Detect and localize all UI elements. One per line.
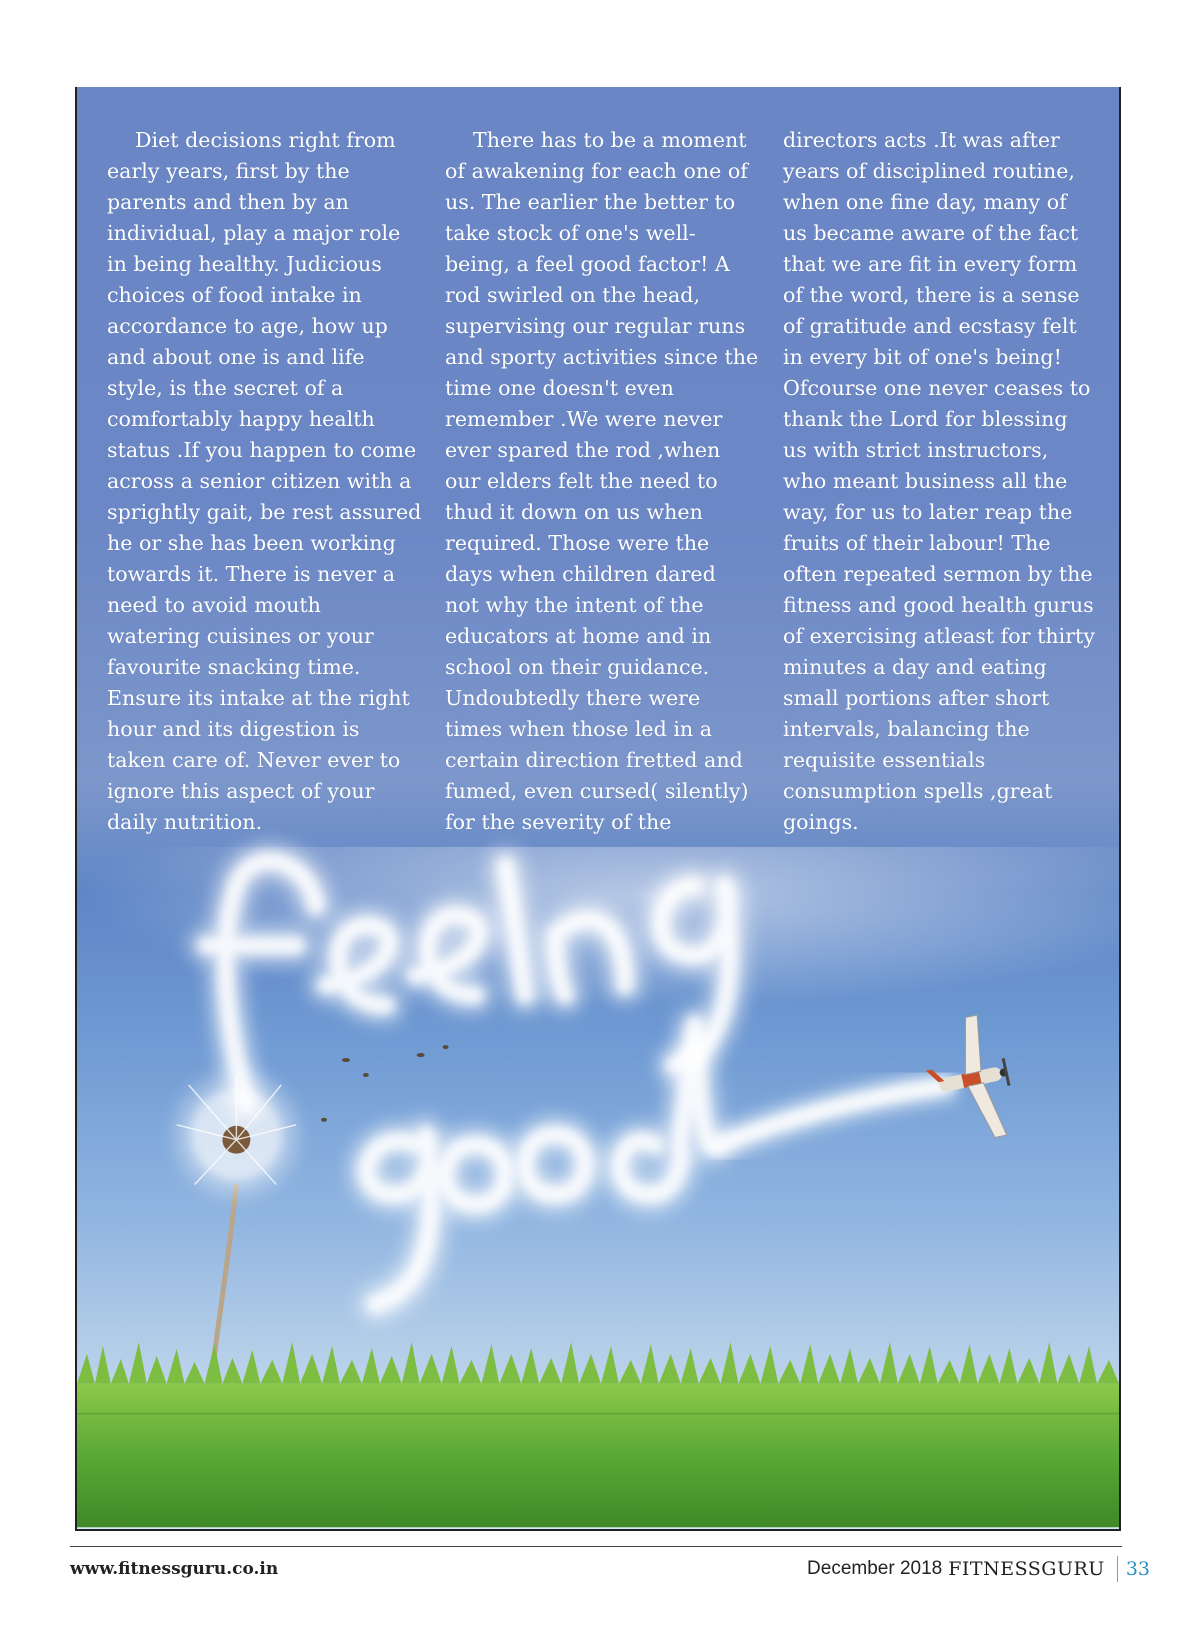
page-number: 33 bbox=[1125, 1558, 1150, 1580]
text-line: for the severity of the bbox=[445, 810, 672, 834]
text-line: us with strict instructors, bbox=[783, 438, 1049, 462]
text-line: of gratitude and ecstasy felt bbox=[783, 314, 1077, 338]
text-line: fitness and good health gurus bbox=[783, 593, 1094, 617]
footer-right bbox=[807, 1556, 1150, 1582]
text-line: educators at home and in bbox=[445, 624, 712, 648]
text-line: Ensure its intake at the right bbox=[107, 686, 410, 710]
text-line: status .If you happen to come bbox=[107, 438, 417, 462]
text-line: remember .We were never bbox=[445, 407, 723, 431]
text-line: thud it down on us when bbox=[445, 500, 703, 524]
footer-url[interactable]: www.fitnessguru.co.in bbox=[70, 1559, 279, 1579]
text-line: not why the intent of the bbox=[445, 593, 704, 617]
text-line: in being healthy. Judicious bbox=[107, 252, 382, 276]
text-line: us became aware of the fact bbox=[783, 221, 1079, 245]
text-line: comfortably happy health bbox=[107, 407, 375, 431]
article-panel bbox=[75, 87, 1121, 1531]
text-line: of awakening for each one of bbox=[445, 159, 748, 183]
text-line: way, for us to later reap the bbox=[783, 500, 1073, 524]
text-line: days when children dared bbox=[445, 562, 716, 586]
text-line: choices of food intake in bbox=[107, 283, 362, 307]
text-line: Undoubtedly there were bbox=[445, 686, 701, 710]
text-line: individual, play a major role bbox=[107, 221, 401, 245]
text-line: time one doesn't even bbox=[445, 376, 674, 400]
text-line: take stock of one's well- bbox=[445, 221, 696, 245]
skywriting-feeling bbox=[207, 861, 730, 1105]
text-line: style, is the secret of a bbox=[107, 376, 344, 400]
text-line: our elders felt the need to bbox=[445, 469, 718, 493]
text-line: he or she has been working bbox=[107, 531, 396, 555]
article-column-1 bbox=[107, 125, 422, 838]
text-line: favourite snacking time. bbox=[107, 655, 361, 679]
text-line: sprightly gait, be rest assured bbox=[107, 500, 422, 524]
text-line: rod swirled on the head, bbox=[445, 283, 701, 307]
plane-smoke-trail bbox=[715, 1085, 954, 1147]
text-line: often repeated sermon by the bbox=[783, 562, 1093, 586]
text-line: and about one is and life bbox=[107, 345, 365, 369]
grass bbox=[77, 1342, 1119, 1527]
text-line: thank the Lord for blessing bbox=[783, 407, 1068, 431]
footer-issue-date: December 2018 bbox=[807, 1558, 943, 1579]
footer-separator bbox=[1117, 1556, 1118, 1582]
text-line: requisite essentials bbox=[783, 748, 986, 772]
text-line: required. Those were the bbox=[445, 531, 710, 555]
text-line: who meant business all the bbox=[783, 469, 1068, 493]
text-line: taken care of. Never ever to bbox=[107, 748, 401, 772]
text-line: of exercising atleast for thirty bbox=[783, 624, 1095, 648]
article-columns bbox=[107, 125, 1097, 845]
article-column-2 bbox=[445, 125, 759, 838]
text-line: watering cuisines or your bbox=[107, 624, 374, 648]
text-line: intervals, balancing the bbox=[783, 717, 1030, 741]
text-line: Diet decisions right from bbox=[135, 128, 396, 152]
text-line: hour and its digestion is bbox=[107, 717, 360, 741]
text-line: minutes a day and eating bbox=[783, 655, 1047, 679]
text-line: ever spared the rod ,when bbox=[445, 438, 721, 462]
text-line: Ofcourse one never ceases to bbox=[783, 376, 1091, 400]
text-line: towards it. There is never a bbox=[107, 562, 396, 586]
text-line: early years, first by the bbox=[107, 159, 350, 183]
text-line: times when those led in a bbox=[445, 717, 712, 741]
text-line: across a senior citizen with a bbox=[107, 469, 412, 493]
text-line: daily nutrition. bbox=[107, 810, 263, 834]
text-line: school on their guidance. bbox=[445, 655, 710, 679]
text-line: accordance to age, how up bbox=[107, 314, 388, 338]
text-line: fumed, even cursed( silently) bbox=[445, 779, 749, 803]
text-line: need to avoid mouth bbox=[107, 593, 321, 617]
text-line: ignore this aspect of your bbox=[107, 779, 375, 803]
text-line: that we are fit in every form bbox=[783, 252, 1078, 276]
text-line: years of disciplined routine, bbox=[783, 159, 1075, 183]
text-line: being, a feel good factor! A bbox=[445, 252, 730, 276]
text-line: certain direction fretted and bbox=[445, 748, 743, 772]
text-line: There has to be a moment bbox=[473, 128, 747, 152]
text-line: of the word, there is a sense bbox=[783, 283, 1080, 307]
text-line: in every bit of one's being! bbox=[783, 345, 1062, 369]
text-line: supervising our regular runs bbox=[445, 314, 746, 338]
text-line: when one fine day, many of bbox=[783, 190, 1067, 214]
text-line: small portions after short bbox=[783, 686, 1050, 710]
article-column-3 bbox=[783, 125, 1095, 838]
text-line: us. The earlier the better to bbox=[445, 190, 736, 214]
text-line: consumption spells ,great bbox=[783, 779, 1053, 803]
text-line: directors acts .It was after bbox=[783, 128, 1060, 152]
text-line: goings. bbox=[783, 810, 859, 834]
text-line: fruits of their labour! The bbox=[783, 531, 1051, 555]
text-line: and sporty activities since the bbox=[445, 345, 759, 369]
footer-brand: FITNESSGURU bbox=[948, 1558, 1105, 1580]
text-line: parents and then by an bbox=[107, 190, 349, 214]
footer-divider bbox=[70, 1546, 1122, 1547]
